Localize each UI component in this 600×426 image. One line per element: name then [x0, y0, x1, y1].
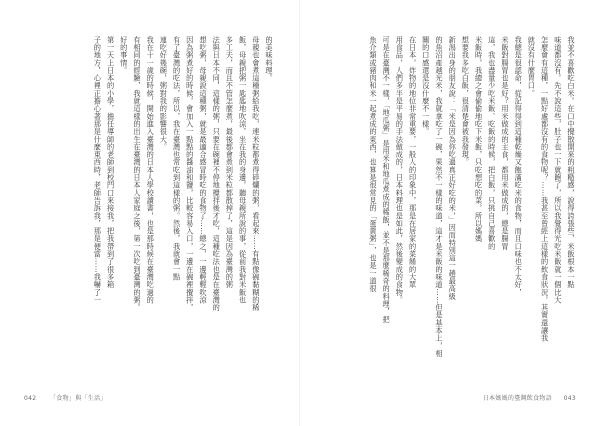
- left-paragraph: 第一天上日本的小學，擔任導師的老師到校門口來接我，把我帶到了很多箱: [106, 36, 116, 289]
- right-paragraph: 米飯時，我總之會偷偷地吃下米飯，只吃想吃的菜，所以媽媽: [474, 36, 484, 243]
- left-body-text: [26, 36, 276, 396]
- left-page-number: 042: [24, 395, 37, 402]
- right-paragraph: 我並不喜歡吃白米。在口中攪散開來的粗糙感，說得誇張些，米飯根本一點: [567, 36, 576, 289]
- right-paragraph: 我總是很認命，從記得得到這種乾燥又飽滿吃米的食物，而且口味也不太好，: [514, 36, 524, 297]
- left-paragraph: 因為粥煮好的時候，會加入一點點的醬油和鹽，比較容易入口，一邊在碗裡攪拌，: [185, 36, 195, 312]
- right-paragraph: 味道都沒有。先不說這些，肚子也一下就飽了，所以我覺得光吃米飯就一個比大: [553, 36, 563, 304]
- left-paragraph: 法與日本不同，這樣的粥，只要在碗裡不停地攪拌後才吃，這種吃法也是在臺灣的: [212, 36, 222, 312]
- right-paragraph: 米飯對腸胃也是好？用米做成的主食，都用米做成的，總是腸胃: [500, 36, 510, 251]
- right-paragraph: 關的口感還是沒什麼不一樣。: [421, 36, 431, 136]
- right-page: [300, 0, 600, 426]
- right-paragraph: 用食品，人們多半是平易的手法做成的，日本料理也是如此，然後變成的食物。: [395, 36, 405, 304]
- right-body-text: [323, 36, 578, 396]
- left-paragraph: 連吃好幾碗，粥對我的影響很大。: [159, 36, 169, 151]
- left-paragraph: 好的事情。: [119, 36, 129, 75]
- left-paragraph: 母親也會煮這種粥給我吃，連米粒都煮得碎爛的粥，看起來……有點像碗黏糊的稀: [251, 36, 261, 312]
- right-paragraph: 想要我多吃白飯，很清楚會被我發現。: [461, 36, 471, 167]
- left-paragraph: 我在十一歲的時候，開始進入臺灣的日本人學校讀書，也是那時候在臺灣吃過的: [146, 36, 156, 304]
- left-paragraph: 想吃粥，母親說這種粥，就是最適合感冒時吃的食物了……總之，一邊輕輕吹涼: [198, 36, 208, 304]
- left-paragraph: 的美味料理。: [265, 36, 274, 82]
- left-running-title: 「食物」與「生活」: [50, 395, 107, 402]
- right-paragraph: 可是在臺灣不一樣，「地瓜粥」是用米和地瓜煮成的稀飯，並不是那麼稀奇的料理，把: [382, 36, 392, 324]
- left-paragraph: 有相同的經驗，我就這樣的出生在臺灣的日本人家庭之後，第一次吃到臺灣的粥。: [132, 36, 142, 312]
- left-paragraph: 子的地方，心裡正擔心著那是什麼東西時，老師告訴我，那是便當……我嚇了一: [93, 36, 103, 304]
- right-paragraph: 新潟出身的朋友說：「米是因為你吃過真正好吃的米，」因而特別這一趟最高級: [448, 36, 458, 301]
- right-paragraph: 這，我也盡量少吃米飯、吃飯的時候，把白飯，只挑自己喜歡的: [487, 36, 497, 251]
- right-paragraph: 就沒有什麼胃口。: [527, 36, 537, 98]
- right-paragraph: 在日本，炸物的地位非常重要，一般人的印象中，那是在居家的菜餚的大眾: [408, 36, 418, 289]
- right-paragraph: 魚介類或豬肉和米一起煮成的東西，也算是很常見的「蛋黃粥」，也是一道很: [368, 36, 378, 293]
- left-paragraph: 有了臺灣的吃法，所以，我在臺灣也常吃到這樣的粥。然後，我就會一點: [172, 36, 182, 281]
- left-paragraph: 多工夫，而且不管怎麼煮，最後都會煮到米粒都散掉了，這是因為臺灣的粥: [225, 36, 235, 289]
- right-running-title: 日本媽媽的臺灣飲食物語: [482, 395, 552, 402]
- left-paragraph: 飯，母親把粥一匙匙地吹涼，坐在我的身邊，聽母親所說的事，從前我對米飯也: [238, 36, 248, 304]
- right-paragraph: 的魚沼產越光米，我就拿吃了一碗，果然不一樣的味道，這才是米飯的味道……但是基本上，相: [434, 36, 444, 358]
- right-page-number: 043: [563, 395, 576, 402]
- right-paragraph: 怎麼會有這種，一點好處都沒有的食物呢？……我甚至曾經上這樣的飲食狀況，其實還讓我: [540, 36, 550, 342]
